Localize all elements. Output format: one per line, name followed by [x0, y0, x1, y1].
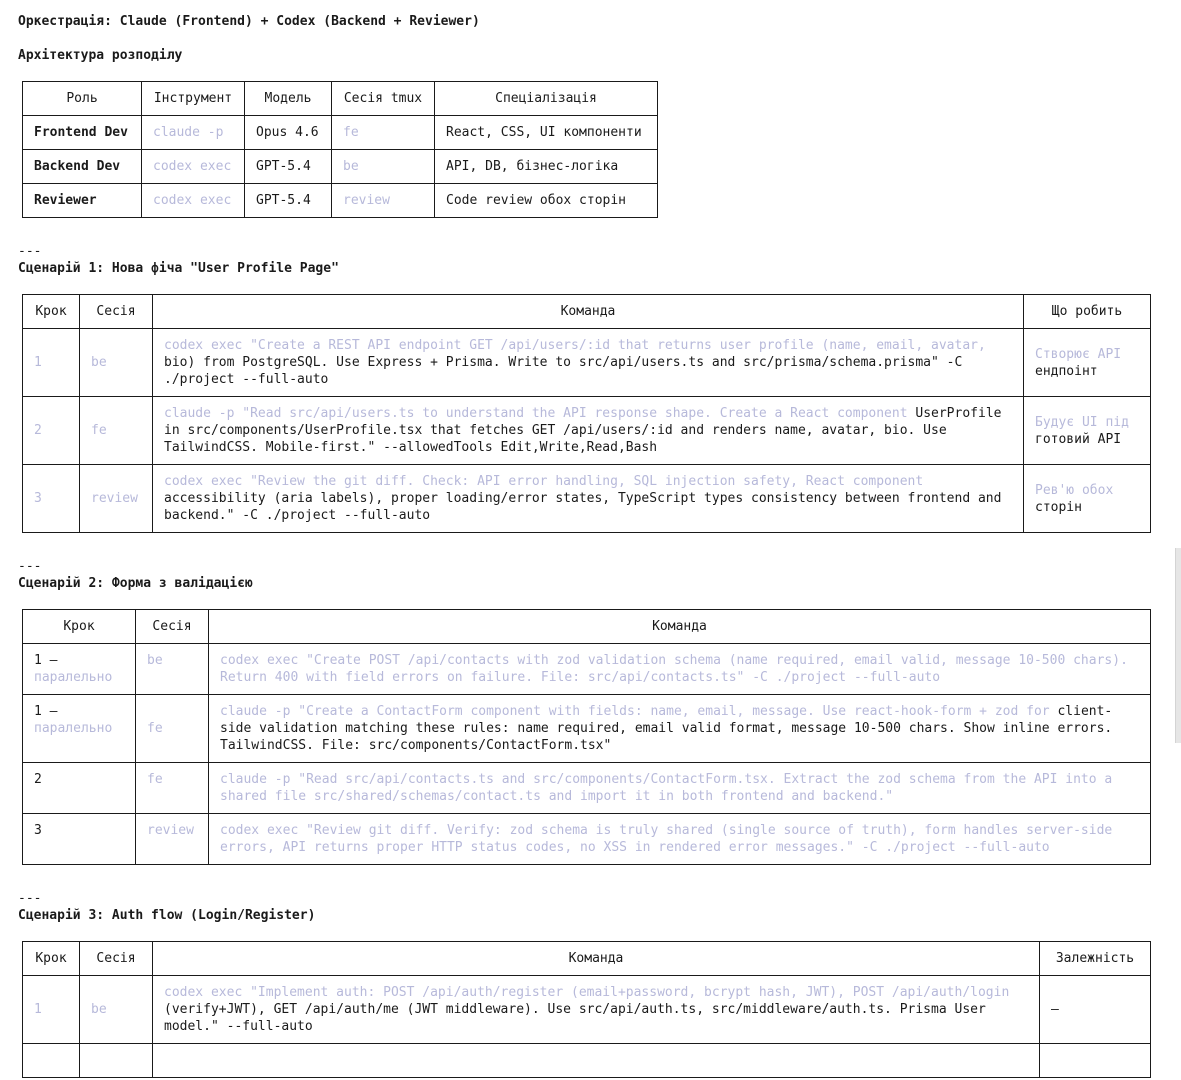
col-header-command: Команда [153, 942, 1040, 976]
col-header-step: Крок [23, 295, 80, 329]
col-header-dependency: Залежність [1040, 942, 1151, 976]
spec-cell: Code review обох сторін [435, 184, 658, 218]
table-row [23, 695, 1151, 763]
step-cell [23, 1044, 80, 1078]
table-row [23, 116, 658, 150]
scenario3-table [22, 941, 1151, 1078]
command-line: codex exec "Create POST /api/contacts with zod validation schema (name required, email valid, message 10-500 [220, 653, 1066, 668]
command-cont: (verify+JWT), GET /api/auth/me (JWT middleware). Use src/api/auth.ts, src/middleware/auth.ts. Prisma User model." --full-auto [164, 1002, 986, 1034]
command-cont: errors, API returns proper HTTP status codes, no XSS in rendered error messages." -C ./project --full-auto [220, 840, 1050, 855]
what-cell [1024, 397, 1151, 465]
command-line: codex exec "Create a REST API endpoint GET /api/users/:id that returns user profile (name, email, avatar, [164, 338, 986, 353]
page-title: Оркестрація: Claude (Frontend) + Codex (Backend + Reviewer) [18, 14, 480, 29]
command-cell [153, 976, 1040, 1044]
model-cell: GPT-5.4 [245, 150, 332, 184]
step-line: 1 — [34, 653, 58, 668]
command-line: claude -p "Read src/api/users.ts to understand the API response shape. Create a React component [164, 406, 908, 421]
command-cell [209, 814, 1151, 865]
table-header-row [23, 942, 1151, 976]
col-header-session: Сесія [80, 942, 153, 976]
step-cell [23, 644, 136, 695]
what-cell [1024, 465, 1151, 533]
command-cont: bio) from PostgreSQL. Use Express + Prisma. Write to src/api/users.ts and src/prisma/schema.prisma" -C ./project --full-auto [164, 355, 963, 387]
session-cell: be [332, 150, 435, 184]
separator: --- [18, 891, 42, 906]
scenario2-heading: Сценарій 2: Форма з валідацією [18, 576, 253, 591]
command-cell [153, 329, 1024, 397]
table-row [23, 397, 1151, 465]
command-cont: accessibility (aria labels), proper loading/error states, TypeScript types consistency between frontend and backend." -C ./project --full-auto [164, 491, 1002, 523]
command-line: claude -p "Read src/api/contacts.ts and src/components/ContactForm.tsx. Extract the zod schema from the API into a [220, 772, 1113, 787]
separator: --- [18, 559, 42, 574]
what-cell [1024, 329, 1151, 397]
table-row [23, 763, 1151, 814]
table-row [23, 1044, 1151, 1078]
scenario2-table [22, 609, 1151, 865]
what-cont: сторін [1035, 499, 1082, 515]
step-cont: паралельно [34, 670, 113, 685]
session-cell: review [80, 465, 153, 533]
step-cell: 1 [23, 976, 80, 1044]
col-header-spec: Спеціалізація [435, 82, 658, 116]
separator: --- [18, 244, 42, 259]
session-cell [80, 1044, 153, 1078]
model-cell: Opus 4.6 [245, 116, 332, 150]
tool-cell: codex exec [142, 184, 245, 218]
command-line: claude -p "Create a ContactForm component with fields: name, email, message. Use react-hook-form + zod for [220, 704, 1050, 719]
spec-cell: React, CSS, UI компоненти [435, 116, 658, 150]
col-header-command: Команда [153, 295, 1024, 329]
command-cell [153, 465, 1024, 533]
step-cell: 2 [23, 763, 136, 814]
step-line: 1 — [34, 704, 58, 719]
step-cell: 3 [23, 465, 80, 533]
table-header-row [23, 295, 1151, 329]
col-header-role: Роль [23, 82, 142, 116]
what-line: Рев'ю обох [1035, 482, 1114, 498]
session-cell: be [80, 329, 153, 397]
col-header-tool: Інструмент [142, 82, 245, 116]
session-cell: review [136, 814, 209, 865]
table-header-row [23, 610, 1151, 644]
role-cell: Backend Dev [23, 150, 142, 184]
table-row [23, 976, 1151, 1044]
command-cont: client-side validation matching these rules: name required, email valid format, message 10-500 chars. Show inline errors. TailwindCSS. File: src/components/ContactForm.tsx" [220, 704, 1113, 753]
spec-cell: API, DB, бізнес-логіка [435, 150, 658, 184]
role-cell: Frontend Dev [23, 116, 142, 150]
session-cell: fe [332, 116, 435, 150]
command-cont: shared file src/shared/schemas/contact.ts and import it in both frontend and backend." [220, 789, 894, 804]
table-row [23, 465, 1151, 533]
command-cell [209, 695, 1151, 763]
col-header-command: Команда [209, 610, 1151, 644]
command-cont: UserProfile in src/components/UserProfile.tsx that fetches GET /api/users/:id and renders name, avatar, bio. Use TailwindCSS. Mobile-first." --allowedTools Edit,Write,Read,Bash [164, 406, 1002, 455]
step-cell: 3 [23, 814, 136, 865]
scenario3-heading: Сценарій 3: Auth flow (Login/Register) [18, 908, 316, 923]
scenario1-heading: Сценарій 1: Нова фіча "User Profile Page" [18, 261, 339, 276]
command-line: codex exec "Review the git diff. Check: API error handling, SQL injection safety, React component [164, 474, 924, 489]
table-row [23, 329, 1151, 397]
col-header-session: Сесія [80, 295, 153, 329]
command-cell [153, 397, 1024, 465]
vertical-scrollbar[interactable] [1175, 548, 1181, 743]
role-cell: Reviewer [23, 184, 142, 218]
command-line: codex exec "Review git diff. Verify: zod schema is truly shared (single source of truth), form handles server-side [220, 823, 1113, 838]
document [18, 13, 1168, 1078]
step-cell [23, 695, 136, 763]
command-cell [209, 644, 1151, 695]
step-cell: 1 [23, 329, 80, 397]
scenario1-table [22, 294, 1151, 533]
table-header-row [23, 82, 658, 116]
tool-cell: claude -p [142, 116, 245, 150]
command-cont: chars). Return 400 with field errors on failure. File: src/api/contacts.ts" -C ./project --full-auto [220, 653, 1128, 685]
col-header-step: Крок [23, 610, 136, 644]
arch-heading: Архітектура розподілу [18, 48, 183, 63]
table-row [23, 814, 1151, 865]
command-cell [153, 1044, 1040, 1078]
col-header-model: Модель [245, 82, 332, 116]
session-cell: fe [136, 695, 209, 763]
what-cont: ендпоінт [1035, 363, 1098, 379]
dependency-cell: — [1040, 976, 1151, 1044]
step-cell: 2 [23, 397, 80, 465]
table-row [23, 184, 658, 218]
session-cell: be [136, 644, 209, 695]
session-cell: review [332, 184, 435, 218]
col-header-step: Крок [23, 942, 80, 976]
table-row [23, 644, 1151, 695]
architecture-table [22, 81, 658, 218]
model-cell: GPT-5.4 [245, 184, 332, 218]
table-row [23, 150, 658, 184]
session-cell: fe [80, 397, 153, 465]
session-cell: be [80, 976, 153, 1044]
command-cell [209, 763, 1151, 814]
command-line: codex exec "Implement auth: POST /api/auth/register (email+password, bcrypt hash, JWT), POST /api/auth/login [164, 985, 1010, 1000]
what-cont: готовий API [1035, 431, 1122, 447]
tool-cell: codex exec [142, 150, 245, 184]
col-header-session: Сесія [136, 610, 209, 644]
step-cont: паралельно [34, 721, 113, 736]
what-line: Будує UI під [1035, 414, 1129, 430]
col-header-session: Сесія tmux [332, 82, 435, 116]
what-line: Створює API [1035, 346, 1122, 362]
dependency-cell [1040, 1044, 1151, 1078]
col-header-what: Що робить [1024, 295, 1151, 329]
session-cell: fe [136, 763, 209, 814]
